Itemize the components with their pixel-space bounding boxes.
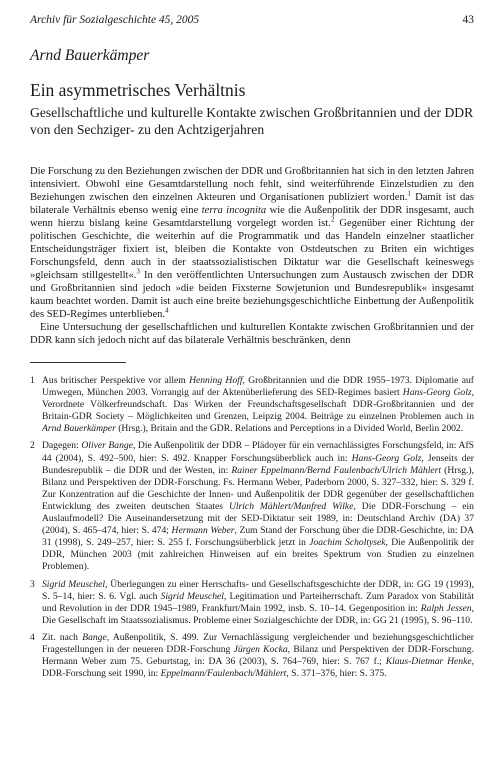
footnote-number: 4: [30, 631, 35, 643]
text-run: , Legitimation und Parteiherrschaft. Zum Paradox von Stabilität und Revolution in der DDR 1945–1989, Frankfurt/Main 1992, insb. S. 10–14. Gegenposition in:: [42, 590, 474, 614]
text-run: , DDR-Forschung seit 1990, in:: [42, 656, 474, 680]
article-subtitle: Gesellschaftliche und kulturelle Kontakte zwischen Großbritannien und der DDR von den Sechziger- zu den Achtzigerjahren: [30, 105, 474, 137]
article-author: Arnd Bauerkämper: [30, 47, 150, 64]
footnote-text: [42, 632, 474, 680]
text-run: , Außenpolitik, S. 499. Zur Vernachlässigung vergleichender und beziehungsgeschichtlicher Fragestellungen in der neueren DDR-Forschung: [42, 631, 474, 655]
text-run: , S. 371–376, hier: S. 375.: [286, 668, 387, 680]
italic-run: Hans-Georg Golz: [351, 452, 422, 464]
text-run: Eine Untersuchung der gesellschaftlichen und kulturellen Kontakte zwischen Großbritannien und der DDR kann sich jedoch nicht auf das bilaterale Verhältnis beschränken, denn: [30, 322, 474, 346]
footnote-ref: 4: [165, 306, 169, 315]
italic-run: Hans-Georg Golz: [402, 387, 472, 399]
text-run: (Hrsg.), Bilanz und Perspektiven der DDR-Forschung. Fs. Hermann Weber, Paderborn 2000, S. 327–332, hier: S. 329 f. Zur Konzentration auf die Geschichte der Innen- und Außenpolitik der DDR gegenüber der gesellschaftlichen Entwicklung des zweiten deutschen Staates: [42, 464, 474, 512]
footnote-ref: 1: [407, 189, 411, 198]
italic-run: Sigrid Meuschel: [160, 590, 224, 602]
text-run: , Die DDR-Forschung – ein Auslaufmodell? Die Auseinandersetzung mit der SED-Diktatur seit 1989, in: Deutschland Archiv (DA) 37 (2004), S. 465–474, hier: S. 474;: [42, 500, 474, 537]
footnote-number: 3: [30, 578, 35, 590]
italic-run: Rainer Eppelmann/Bernd Faulenbach/Ulrich Mählert: [231, 464, 442, 476]
footnote-number: 1: [30, 375, 35, 386]
footnote: [30, 579, 474, 627]
italic-run: Ulrich Mählert/Manfred Wilke: [228, 500, 354, 512]
italic-run: Ralph Jessen: [420, 602, 472, 614]
italic-run: Jürgen Kocka: [233, 643, 288, 655]
footnote-divider: [30, 362, 126, 363]
running-header: [30, 14, 474, 26]
text-run: , Die Außenpolitik der DDR, München 2003 (mit zahlreichen Hinweisen auf ein breites Spektrum von Studien zu einzelnen Problemen).: [42, 537, 475, 573]
text-run: , Die Gesellschaft im Staatssozialismus. Probleme einer Sozialgeschichte der DDR, in: GG 21 (1995), S. 96–110.: [42, 602, 474, 626]
footnotes: [30, 375, 474, 680]
text-run: Zit. nach: [42, 631, 83, 643]
text-run: , Jenseits der Bundesrepublik – die DDR und der Westen, in:: [42, 452, 474, 476]
text-run: , Überlegungen zu einer Herrschafts- und Gesellschaftsgeschichte der DDR, in: GG 19 (1993), S. 5–14, hier: S. 6. Vgl. auch: [42, 578, 474, 602]
italic-run: Klaus-Dietmar Henke: [385, 656, 472, 668]
footnote-text: [42, 440, 474, 573]
footnote-number: 2: [30, 440, 35, 452]
body-paragraph: [30, 321, 474, 347]
page-number: 43: [462, 14, 474, 26]
footnote: [30, 375, 474, 435]
text-run: Dagegen:: [42, 440, 82, 452]
text-run: , Zum Stand der Forschung über die DDR-Geschichte, in: DA 31 (1998), S. 249–257, hier: S. 255 f. Forschungsüberblick jetzt in: [42, 525, 475, 549]
footnote: [30, 440, 474, 573]
text-run: , Die Außenpolitik der DDR – Plädoyer für ein vernachlässigtes Forschungsfeld, in: AfS 44 (2004), S. 492–500, hier: S. 492. Knapper Forschungsüberblick auch in:: [42, 440, 474, 464]
italic-run: Joachim Scholtysek: [309, 537, 386, 549]
footnote-ref: 3: [136, 267, 140, 276]
italic-run: Eppelmann/Faulenbach/Mählert: [160, 668, 287, 680]
text-run: Die Forschung zu den Beziehungen zwischen der DDR und Großbritannien hat sich in den letzten Jahren intensiviert. Obwohl eine Gesamtdarstellung noch fehlt, sind weiterführende Einzelstudien zu den Beziehungen zwischen den einzelnen Akteuren und Organisationen publiziert worden.: [30, 166, 474, 203]
text-run: (Hrsg.), Britain and the GDR. Relations and Perceptions in a Divided World, Berlin 2002.: [115, 423, 464, 435]
italic-run: Arnd Bauerkämper: [42, 423, 116, 435]
text-run: Gegenüber einer Richtung der politischen Geschichte, die weiterhin auf die Programmatik und das Handeln einzelner staatlicher Entscheidungsträger fixiert ist, bleiben die Kontakte von Ostdeutschen zu Briten ein wichtiges Forschungsfeld, denn auch in der staatssozialistischen Diktatur war die Gesellschaft keineswegs »gleichsam stillgestellt«.: [30, 218, 474, 281]
body-paragraph: [30, 165, 474, 321]
journal-title: Archiv für Sozialgeschichte 45, 2005: [30, 14, 200, 26]
text-run: In den veröffentlichten Untersuchungen zum Austausch zwischen der DDR und Großbritannien sind jedoch »die beiden Fixsterne Sowjetunion und Bundesrepublik« insgesamt kaum beachtet worden. Damit ist auch eine breite beziehungsgeschichtliche Einbettung der Außenpolitik des SED-Regimes unterblieben.: [30, 270, 474, 320]
text-run: , Großbritannien und die DDR 1955–1973. Diplomatie auf Umwegen, München 2003. Vorrangig auf der Aktenüberlieferung des SED-Regimes basiert: [42, 375, 474, 399]
italic-run: Hermann Weber: [171, 525, 235, 537]
text-run: , Bilanz und Perspektiven der DDR-Forschung. Hermann Weber zum 75. Geburtstag, in: DA 36 (2003), S. 764–769, hier: S. 767 f.;: [42, 643, 474, 668]
italic-run: Henning Hoff: [189, 375, 243, 386]
text-run: , Verordnete Völkerfreundschaft. Das Wirken der Freundschaftsgesellschaft DDR-Großbritannien und der Britain-GDR Society – Möglichkeiten und Grenzen, Leipzig 2004. Beiträge zu einzelnen Problemen auch in: [42, 387, 474, 423]
footnote-ref: 2: [330, 215, 335, 224]
footnote-text: [42, 375, 474, 435]
italic-run: terra incognita: [201, 205, 267, 216]
text-run: Damit ist das bilaterale Verhältnis ebenso wenig eine: [30, 192, 475, 216]
italic-run: Sigrid Meuschel: [42, 578, 106, 590]
footnote-text: [42, 579, 474, 627]
article-title: Ein asymmetrisches Verhältnis: [30, 80, 246, 100]
body-text: [30, 165, 474, 347]
italic-run: Oliver Bange: [81, 440, 133, 452]
italic-run: Bange: [82, 631, 107, 643]
text-run: Aus britischer Perspektive vor allem: [42, 375, 190, 386]
footnote: [30, 632, 474, 680]
text-run: wie die Außenpolitik der DDR insgesamt, auch wenn hierzu bislang keine Gesamtdarstellung vorgelegt worden ist.: [30, 205, 474, 229]
